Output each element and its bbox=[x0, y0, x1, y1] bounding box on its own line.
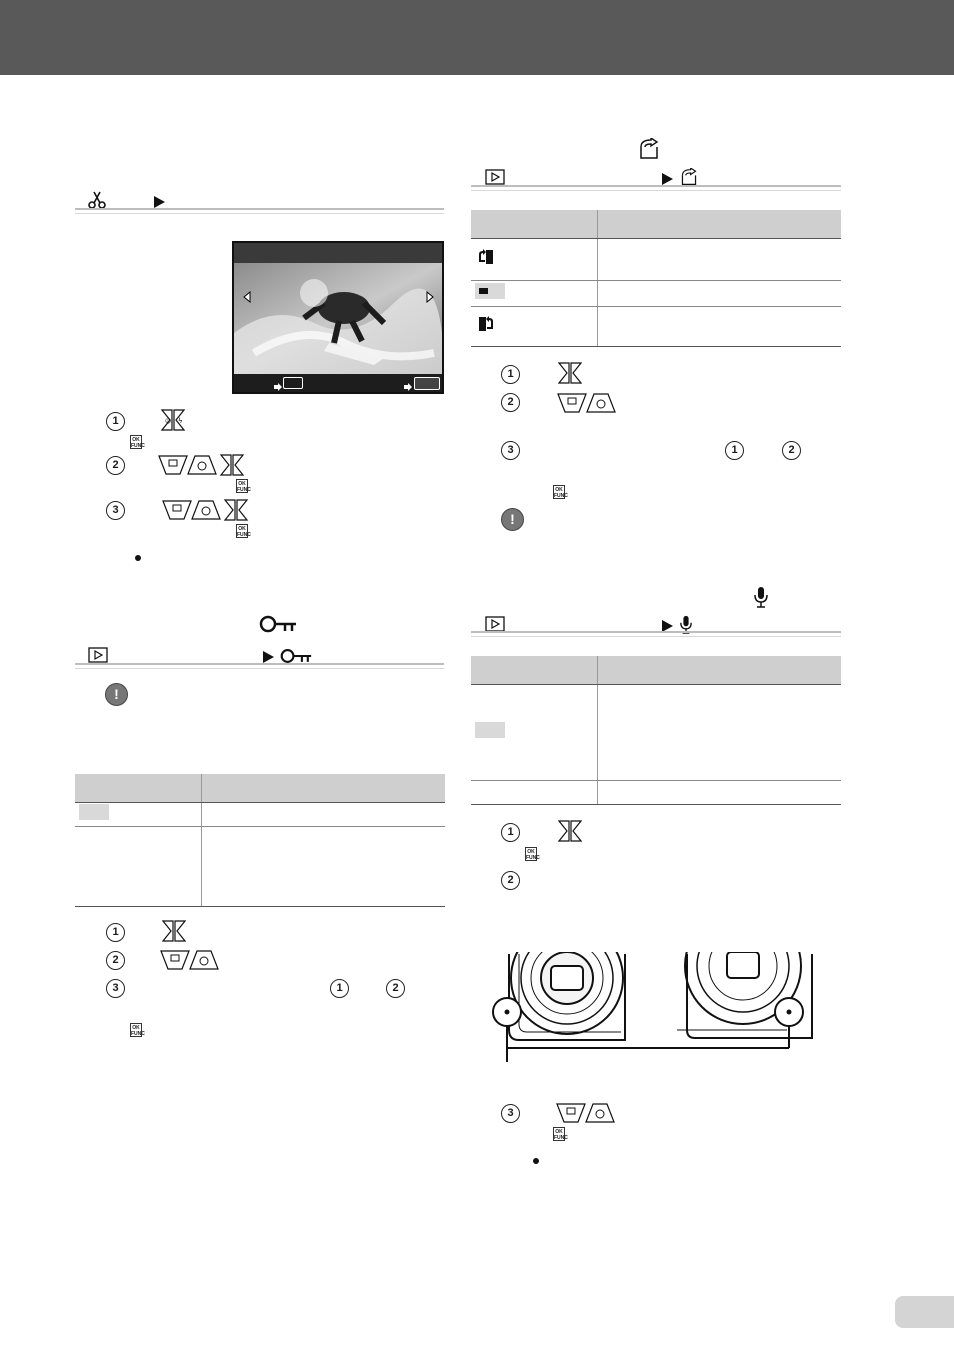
right-arrow-icon[interactable] bbox=[426, 290, 434, 308]
step-number-3: 3 bbox=[106, 979, 125, 998]
table-cell bbox=[471, 281, 598, 307]
rotate-settings-table bbox=[471, 210, 841, 347]
left-right-buttons-icon[interactable] bbox=[162, 920, 186, 947]
up-down-buttons-icon[interactable] bbox=[556, 1102, 622, 1129]
table-header-cell bbox=[598, 210, 842, 239]
four-way-buttons-icon[interactable] bbox=[158, 454, 248, 481]
page-number-tab bbox=[895, 1296, 954, 1328]
small-arrow-icon bbox=[404, 378, 412, 396]
ok-func-button-icon[interactable]: OK FUNC bbox=[237, 481, 251, 493]
table-header-cell bbox=[471, 656, 598, 685]
table-header-cell bbox=[598, 656, 842, 685]
camera-microphone-diagram bbox=[487, 952, 827, 1064]
table-cell bbox=[471, 307, 598, 347]
microphone-icon bbox=[753, 586, 769, 613]
table-header-cell bbox=[75, 774, 202, 803]
table-cell bbox=[471, 781, 598, 805]
table-cell bbox=[471, 685, 598, 781]
section-rule bbox=[75, 208, 444, 214]
table-cell bbox=[75, 803, 202, 827]
left-arrow-icon[interactable] bbox=[243, 290, 251, 308]
no-rotation-icon bbox=[479, 288, 488, 294]
table-cell bbox=[202, 803, 446, 827]
svg-text:ϟ: ϟ bbox=[178, 417, 183, 425]
left-right-buttons-icon[interactable] bbox=[558, 820, 582, 847]
table-cell bbox=[598, 281, 842, 307]
small-arrow-icon bbox=[274, 378, 282, 396]
ok-func-button-icon[interactable]: OK FUNC bbox=[237, 526, 251, 538]
four-way-buttons-icon[interactable] bbox=[162, 499, 252, 526]
protect-key-icon bbox=[259, 615, 297, 638]
up-down-buttons-icon[interactable] bbox=[557, 392, 623, 419]
step-number-1: 1 bbox=[501, 365, 520, 384]
step-ref-1: 1 bbox=[330, 979, 349, 998]
scissors-icon bbox=[88, 191, 106, 209]
protect-settings-table bbox=[75, 774, 445, 907]
playback-screen-preview bbox=[232, 241, 444, 394]
caution-icon: ! bbox=[105, 683, 128, 706]
table-header-cell bbox=[202, 774, 446, 803]
zoom-key-icon bbox=[283, 377, 303, 389]
table-cell bbox=[598, 239, 842, 281]
default-setting-highlight bbox=[475, 283, 505, 299]
step-number-2: 2 bbox=[501, 871, 520, 890]
step-ref-2: 2 bbox=[386, 979, 405, 998]
ok-func-button-icon[interactable]: OK FUNC bbox=[526, 849, 540, 861]
up-down-buttons-icon[interactable] bbox=[160, 949, 226, 976]
default-setting-highlight bbox=[475, 722, 505, 738]
ok-func-button-icon[interactable]: OK FUNC bbox=[131, 1025, 145, 1037]
table-cell bbox=[598, 781, 842, 805]
table-cell bbox=[75, 827, 202, 907]
rotate-clockwise-icon bbox=[477, 248, 495, 271]
left-right-buttons-icon[interactable] bbox=[558, 362, 582, 389]
voice-memo-settings-table bbox=[471, 656, 841, 805]
rotate-counterclockwise-icon bbox=[477, 315, 495, 338]
step-ref-2: 2 bbox=[782, 441, 801, 460]
rotate-icon bbox=[637, 138, 661, 165]
step-ref-1: 1 bbox=[725, 441, 744, 460]
step-number-3: 3 bbox=[501, 441, 520, 460]
step-number-2: 2 bbox=[501, 393, 520, 412]
default-setting-highlight bbox=[79, 804, 109, 820]
page-header-band bbox=[0, 0, 954, 75]
step-number-3: 3 bbox=[501, 1104, 520, 1123]
ok-key-icon bbox=[414, 377, 440, 390]
bullet-point bbox=[135, 555, 141, 561]
section-rule bbox=[75, 663, 444, 669]
bullet-point bbox=[533, 1158, 539, 1164]
table-cell bbox=[598, 307, 842, 347]
step-number-1: 1 bbox=[106, 412, 125, 431]
surfer-photo bbox=[234, 263, 442, 374]
step-number-2: 2 bbox=[106, 951, 125, 970]
ok-func-button-icon[interactable]: OK FUNC bbox=[554, 487, 568, 499]
step-number-3: 3 bbox=[106, 501, 125, 520]
table-header-cell bbox=[471, 210, 598, 239]
preview-title-bar bbox=[234, 243, 442, 263]
ok-func-button-icon[interactable]: OK FUNC bbox=[131, 437, 145, 449]
section-rule bbox=[471, 631, 841, 637]
section-rule bbox=[471, 185, 841, 191]
svg-text:☺: ☺ bbox=[165, 418, 172, 425]
table-cell bbox=[598, 685, 842, 781]
step-number-1: 1 bbox=[106, 923, 125, 942]
ok-func-button-icon[interactable]: OK FUNC bbox=[554, 1129, 568, 1141]
step-number-2: 2 bbox=[106, 456, 125, 475]
left-right-buttons-icon[interactable] bbox=[161, 409, 185, 436]
table-cell bbox=[471, 239, 598, 281]
caution-icon: ! bbox=[501, 508, 524, 531]
table-cell bbox=[202, 827, 446, 907]
preview-bottom-bar bbox=[234, 374, 442, 392]
step-number-1: 1 bbox=[501, 823, 520, 842]
